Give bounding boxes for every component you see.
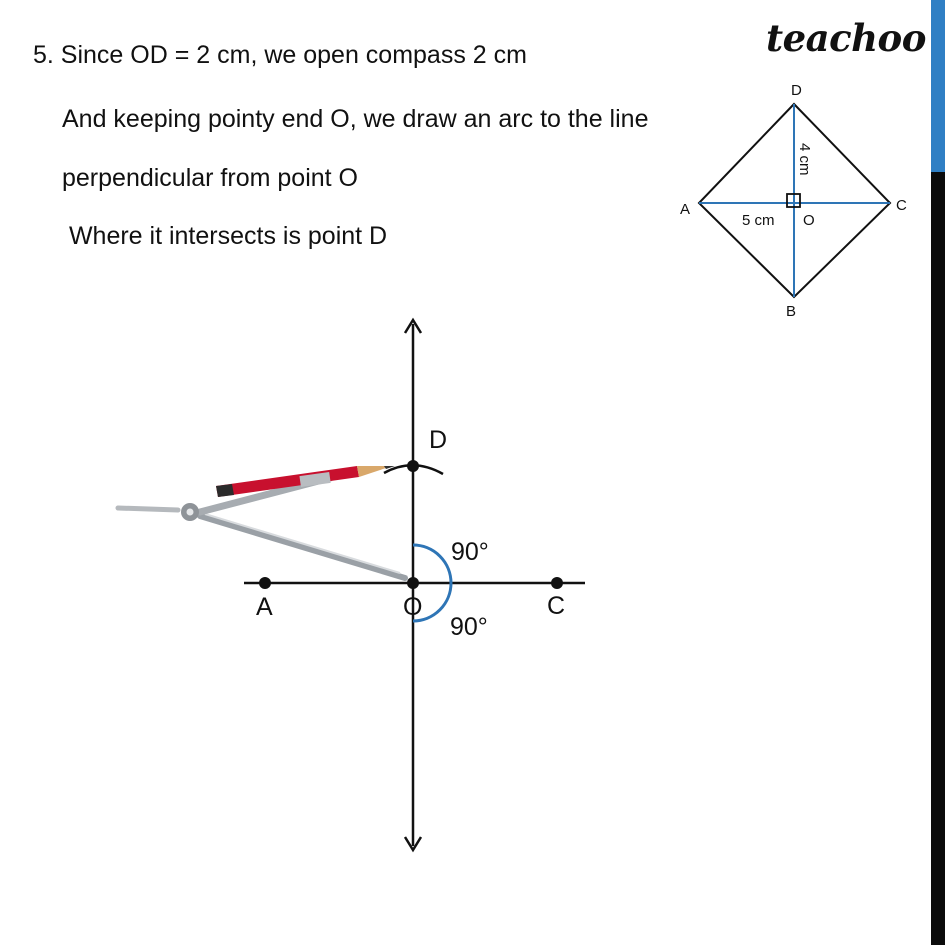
step-line-2: And keeping pointy end O, we draw an arc to the line xyxy=(62,105,649,133)
compass-illustration xyxy=(118,466,405,578)
label-angle-lower: 90° xyxy=(450,613,488,641)
point-d xyxy=(407,460,419,472)
label-c: C xyxy=(547,592,566,620)
step-line-1: 5. Since OD = 2 cm, we open compass 2 cm xyxy=(33,41,527,69)
compass-handle xyxy=(118,508,178,510)
compass-needle-highlight xyxy=(205,514,400,573)
step-line-3: perpendicular from point O xyxy=(62,164,358,192)
label-o: O xyxy=(403,593,423,621)
teachoo-logo: teachoo xyxy=(766,16,926,60)
point-o xyxy=(407,577,419,589)
point-c xyxy=(551,577,563,589)
ref-label-5cm: 5 cm xyxy=(742,212,775,229)
reference-figure xyxy=(680,82,907,320)
label-a: A xyxy=(256,593,273,621)
ref-label-b: B xyxy=(786,303,797,320)
point-a xyxy=(259,577,271,589)
upper-angle-arc xyxy=(413,545,451,583)
step-line-4: Where it intersects is point D xyxy=(62,222,388,250)
ref-label-a: A xyxy=(680,201,691,218)
label-angle-upper: 90° xyxy=(451,538,489,566)
construction-labels xyxy=(256,426,565,641)
ref-label-c: C xyxy=(896,197,907,214)
compass-hinge-center xyxy=(187,509,194,516)
ref-label-d: D xyxy=(791,82,802,99)
label-d: D xyxy=(429,426,448,454)
compass-needle-leg xyxy=(200,516,405,578)
compass-pencil-band xyxy=(216,484,234,497)
ref-label-o: O xyxy=(803,212,815,229)
ref-label-4cm: 4 cm xyxy=(796,143,813,176)
